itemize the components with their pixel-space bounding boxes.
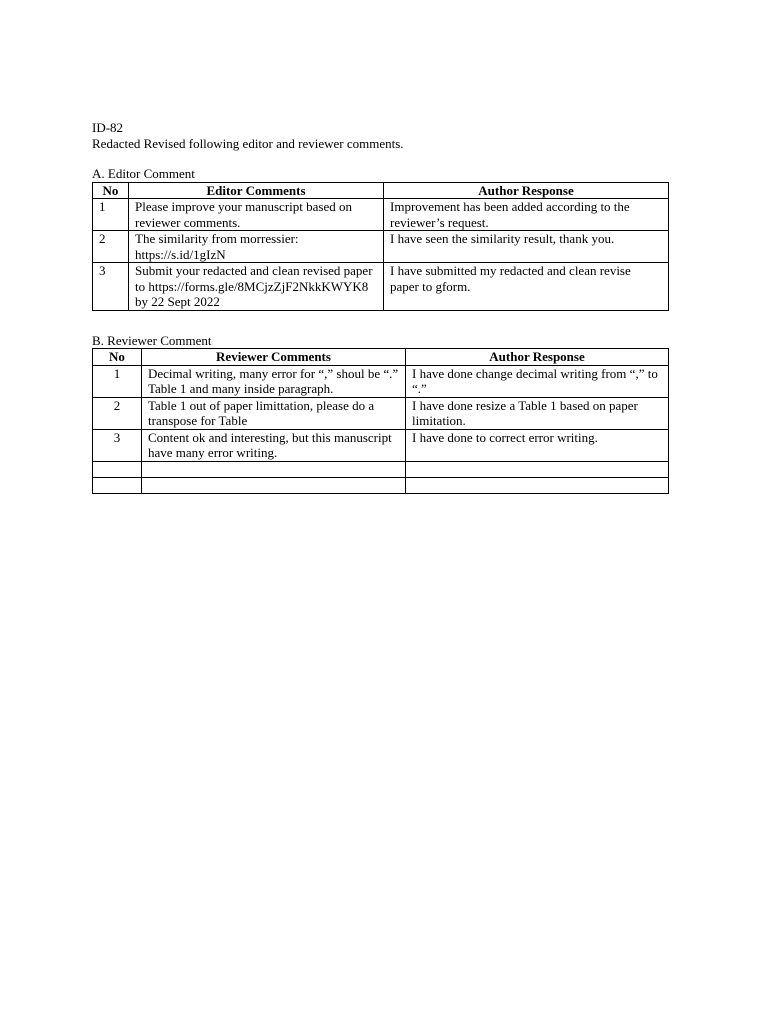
empty-cell	[406, 477, 669, 493]
empty-table-row	[93, 461, 669, 477]
table-row	[93, 365, 669, 397]
reviewer-comment-cell: Content ok and interesting, but this manuscript have many error writing.	[142, 429, 406, 461]
table-header-row	[93, 349, 669, 366]
row-number: 1	[93, 365, 142, 397]
table-row	[93, 231, 669, 263]
empty-cell	[142, 461, 406, 477]
author-response-cell: I have done resize a Table 1 based on paper limitation.	[406, 397, 669, 429]
empty-cell	[93, 461, 142, 477]
author-response-cell: I have done to correct error writing.	[406, 429, 669, 461]
editor-comment-cell: The similarity from morressier: https://s.id/1gIzN	[129, 231, 384, 263]
author-response-cell: Improvement has been added according to the reviewer’s request.	[384, 199, 669, 231]
reviewer-comments-table	[92, 348, 669, 494]
reviewer-comment-cell: Table 1 out of paper limittation, please do a transpose for Table	[142, 397, 406, 429]
column-header-reviewer-comments: Reviewer Comments	[142, 349, 406, 366]
document-id: ID-82	[92, 120, 124, 135]
editor-comments-table	[92, 182, 669, 311]
editor-comment-cell: Submit your redacted and clean revised paper to https://forms.gle/8MCjzZjF2NkkKWYK8 by 22 Sept 2022	[129, 263, 384, 311]
column-header-editor-comments: Editor Comments	[129, 182, 384, 199]
author-response-cell: I have submitted my redacted and clean revise paper to gform.	[384, 263, 669, 311]
table-row	[93, 397, 669, 429]
empty-table-row	[93, 477, 669, 493]
author-response-cell: I have done change decimal writing from “,” to “.”	[406, 365, 669, 397]
column-header-author-response: Author Response	[406, 349, 669, 366]
document-subtitle: Redacted Revised following editor and reviewer comments.	[92, 135, 404, 151]
row-number: 2	[93, 397, 142, 429]
table-row	[93, 429, 669, 461]
row-number: 2	[93, 231, 129, 263]
row-number: 3	[93, 429, 142, 461]
reviewer-section-title: B. Reviewer Comment	[92, 332, 212, 348]
table-header-row	[93, 182, 669, 199]
row-number: 3	[93, 263, 129, 311]
empty-cell	[93, 477, 142, 493]
column-header-author-response: Author Response	[384, 182, 669, 199]
document-page	[92, 120, 668, 494]
author-response-cell: I have seen the similarity result, thank you.	[384, 231, 669, 263]
column-header-no: No	[93, 182, 129, 199]
editor-section-title: A. Editor Comment	[92, 166, 195, 181]
row-number: 1	[93, 199, 129, 231]
table-row	[93, 199, 669, 231]
table-row	[93, 263, 669, 311]
empty-cell	[142, 477, 406, 493]
empty-cell	[406, 461, 669, 477]
editor-comment-cell: Please improve your manuscript based on reviewer comments.	[129, 199, 384, 231]
column-header-no: No	[93, 349, 142, 366]
reviewer-comment-cell: Decimal writing, many error for “,” shoul be “.” Table 1 and many inside paragraph.	[142, 365, 406, 397]
